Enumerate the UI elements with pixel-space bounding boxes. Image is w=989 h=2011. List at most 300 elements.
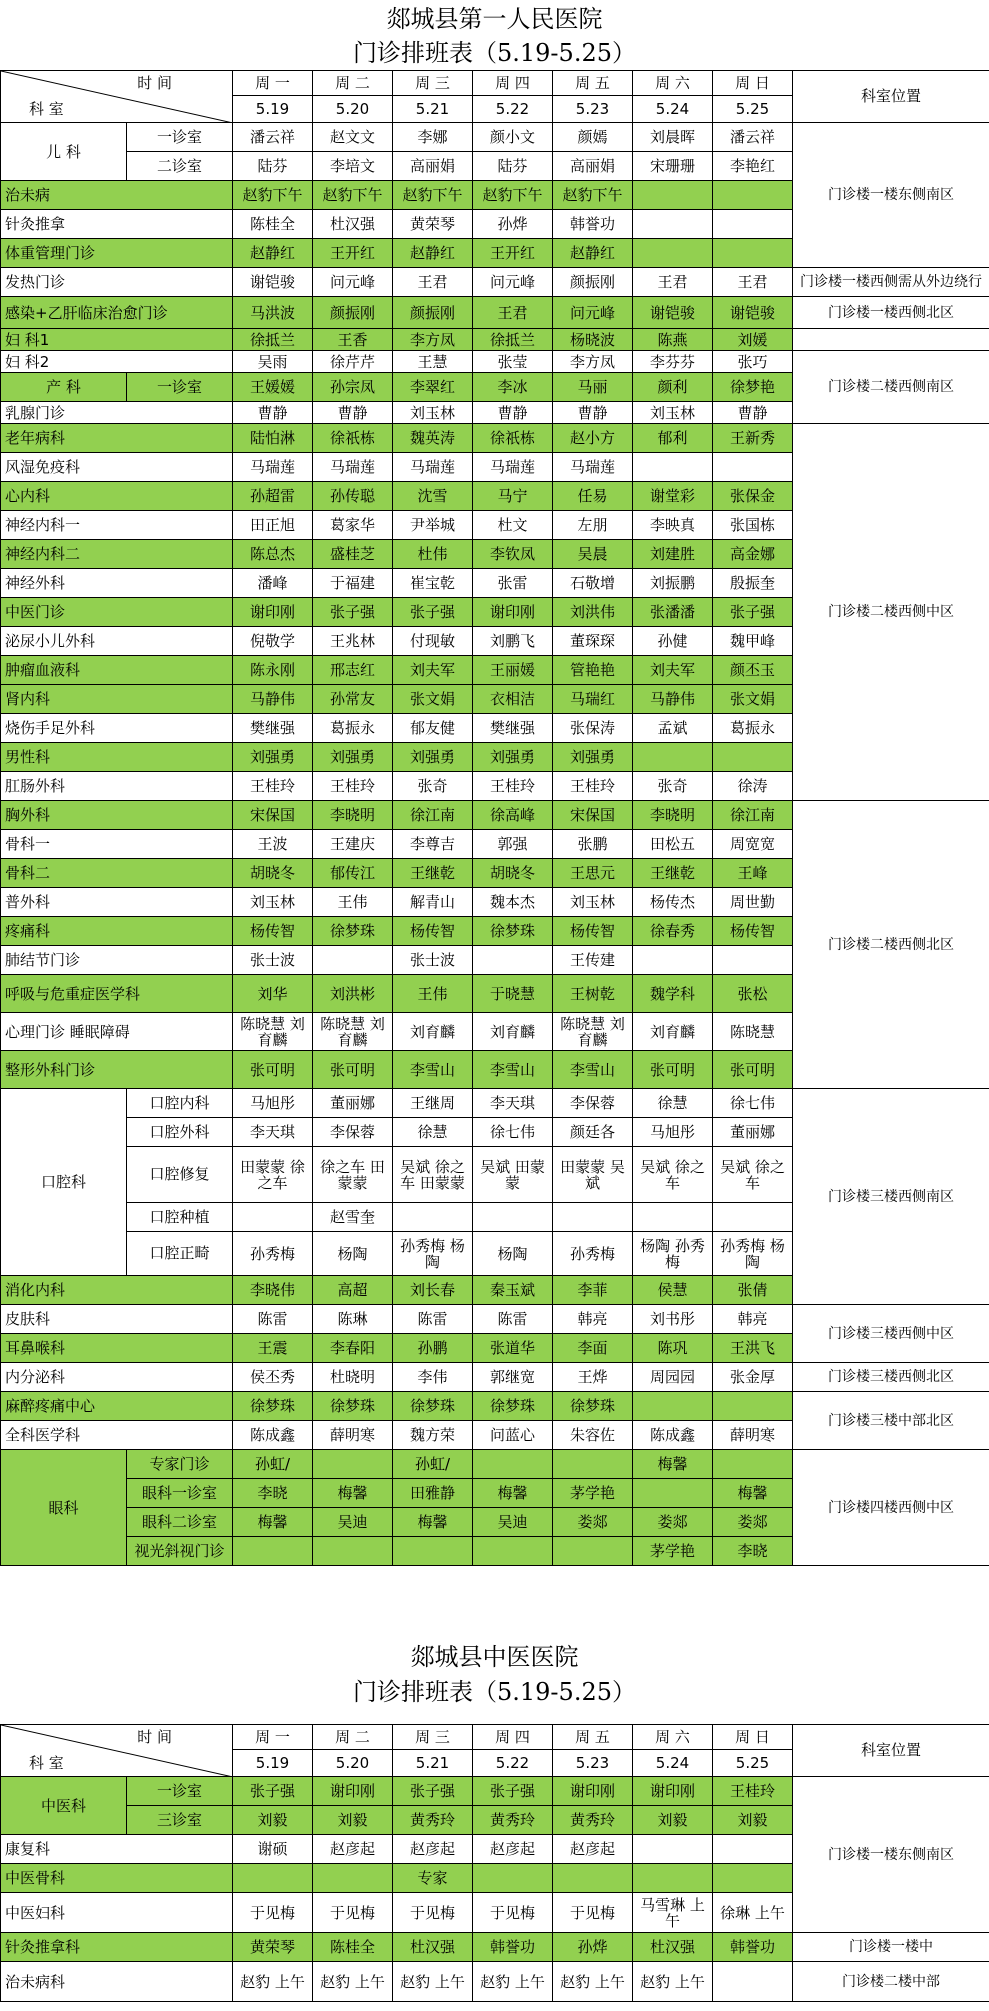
location-cell: 门诊楼三楼西侧北区 [793, 1363, 989, 1392]
doctor-cell: 董琛琛 [553, 627, 633, 656]
department-name: 针灸推拿 [1, 210, 233, 239]
doctor-cell: 高丽娟 [393, 152, 473, 181]
doctor-cell: 马宁 [473, 482, 553, 511]
department-name: 产 科 [1, 373, 127, 402]
location-cell: 门诊楼二楼西侧中区 [793, 424, 989, 801]
doctor-cell: 赵文文 [313, 123, 393, 152]
doctor-cell: 孙烨 [473, 210, 553, 239]
doctor-cell: 张潘潘 [633, 598, 713, 627]
doctor-cell [713, 239, 793, 268]
doctor-cell: 王丽媛 [473, 656, 553, 685]
doctor-cell: 刘玉林 [233, 888, 313, 917]
corner-time-label: 时 间 [137, 74, 172, 92]
doctor-cell: 谢印刚 [233, 598, 313, 627]
doctor-cell: 王新秀 [713, 424, 793, 453]
clinic-room: 三诊室 [127, 1806, 233, 1835]
doctor-cell: 李雪山 [473, 1051, 553, 1089]
doctor-cell [393, 1203, 473, 1232]
date-header: 5.21 [393, 1750, 473, 1777]
doctor-cell: 于见梅 [233, 1893, 313, 1933]
doctor-cell: 吴斌 田蒙蒙 [473, 1147, 553, 1203]
schedule-row [1, 424, 989, 453]
doctor-cell: 杨陶 孙秀梅 [633, 1232, 713, 1276]
doctor-cell: 马雪琳 上午 [633, 1893, 713, 1933]
doctor-cell: 孙虹/ [393, 1450, 473, 1479]
doctor-cell: 胡晓冬 [473, 859, 553, 888]
doctor-cell: 薛明寒 [713, 1421, 793, 1450]
doctor-cell: 石敬增 [553, 569, 633, 598]
doctor-cell: 孙健 [633, 627, 713, 656]
doctor-cell [473, 1864, 553, 1893]
department-name: 呼吸与危重症医学科 [1, 975, 233, 1013]
doctor-cell: 李翠红 [393, 373, 473, 402]
location-cell: 门诊楼二楼西侧南区 [793, 351, 989, 424]
doctor-cell: 王思元 [553, 859, 633, 888]
doctor-cell: 赵豹 上午 [313, 1962, 393, 2002]
doctor-cell: 李晓明 [633, 801, 713, 830]
header-days-row [1, 1725, 989, 1750]
location-cell [793, 329, 989, 351]
doctor-cell [633, 181, 713, 210]
doctor-cell: 陆芬 [473, 152, 553, 181]
clinic-room: 口腔修复 [127, 1147, 233, 1203]
doctor-cell: 娄郯 [553, 1508, 633, 1537]
clinic-room: 口腔正畸 [127, 1232, 233, 1276]
day-header: 周 二 [313, 1725, 393, 1750]
doctor-cell: 马瑞莲 [393, 453, 473, 482]
corner-dept-label: 科 室 [29, 100, 64, 118]
department-name: 普外科 [1, 888, 233, 917]
doctor-cell: 徐江南 [713, 801, 793, 830]
doctor-cell: 衣相洁 [473, 685, 553, 714]
doctor-cell: 郁利 [633, 424, 713, 453]
doctor-cell: 李冰 [473, 373, 553, 402]
day-header: 周 五 [553, 71, 633, 96]
doctor-cell: 娄郯 [713, 1508, 793, 1537]
doctor-cell: 崔宝乾 [393, 569, 473, 598]
department-name: 内分泌科 [1, 1363, 233, 1392]
doctor-cell: 张子强 [233, 1777, 313, 1806]
date-header: 5.22 [473, 96, 553, 123]
doctor-cell: 薛明寒 [313, 1421, 393, 1450]
doctor-cell: 刘玉林 [393, 402, 473, 424]
doctor-cell: 杜汉强 [313, 210, 393, 239]
doctor-cell: 谢铠骏 [233, 268, 313, 297]
location-cell: 门诊楼一楼西侧北区 [793, 297, 989, 329]
department-name: 胸外科 [1, 801, 233, 830]
doctor-cell: 马瑞莲 [473, 453, 553, 482]
doctor-cell: 谢硕 [233, 1835, 313, 1864]
doctor-cell: 潘云祥 [713, 123, 793, 152]
doctor-cell [713, 1835, 793, 1864]
doctor-cell: 陈桂全 [233, 210, 313, 239]
doctor-cell: 葛家华 [313, 511, 393, 540]
hospital1-title: 郯城县第一人民医院 [386, 5, 603, 33]
doctor-cell: 张子强 [313, 598, 393, 627]
department-name: 男性科 [1, 743, 233, 772]
department-name: 中医妇科 [1, 1893, 233, 1933]
department-name: 肾内科 [1, 685, 233, 714]
doctor-cell: 赵豹下午 [233, 181, 313, 210]
doctor-cell: 于晓慧 [473, 975, 553, 1013]
location-header: 科室位置 [793, 1725, 989, 1777]
doctor-cell: 刘毅 [633, 1806, 713, 1835]
doctor-cell: 马丽 [553, 373, 633, 402]
day-header: 周 六 [633, 1725, 713, 1750]
doctor-cell [633, 1479, 713, 1508]
doctor-cell: 赵豹 上午 [553, 1962, 633, 2002]
doctor-cell: 徐祇栋 [473, 424, 553, 453]
doctor-cell: 孙秀梅 [553, 1232, 633, 1276]
department-name: 妇 科2 [1, 351, 233, 373]
doctor-cell: 郁传江 [313, 859, 393, 888]
department-name: 风湿免疫科 [1, 453, 233, 482]
doctor-cell: 张文娟 [713, 685, 793, 714]
hospital2-schedule-table [0, 1724, 989, 2002]
department-name: 肿瘤血液科 [1, 656, 233, 685]
doctor-cell: 徐梦珠 [233, 1392, 313, 1421]
doctor-cell: 李晓 [233, 1479, 313, 1508]
department-name: 消化内科 [1, 1276, 233, 1305]
doctor-cell: 李晓伟 [233, 1276, 313, 1305]
doctor-cell: 刘玉林 [633, 402, 713, 424]
schedule-row [1, 1777, 989, 1806]
doctor-cell: 马静伟 [633, 685, 713, 714]
doctor-cell: 李面 [553, 1334, 633, 1363]
clinic-room: 眼科二诊室 [127, 1508, 233, 1537]
doctor-cell: 赵豹 上午 [393, 1962, 473, 2002]
doctor-cell: 吴迪 [313, 1508, 393, 1537]
doctor-cell: 李菲 [553, 1276, 633, 1305]
doctor-cell: 刘毅 [233, 1806, 313, 1835]
doctor-cell: 沈雪 [393, 482, 473, 511]
location-cell: 门诊楼三楼中部北区 [793, 1392, 989, 1450]
doctor-cell: 韩誉功 [713, 1933, 793, 1962]
doctor-cell: 张子强 [713, 598, 793, 627]
schedule-row [1, 123, 989, 152]
date-header: 5.21 [393, 96, 473, 123]
schedule-row [1, 1089, 989, 1118]
doctor-cell: 赵豹下午 [553, 181, 633, 210]
doctor-cell: 刘毅 [313, 1806, 393, 1835]
location-cell: 门诊楼一楼中 [793, 1933, 989, 1962]
doctor-cell: 徐江南 [393, 801, 473, 830]
doctor-cell: 张国栋 [713, 511, 793, 540]
date-header: 5.25 [713, 1750, 793, 1777]
doctor-cell [633, 1864, 713, 1893]
doctor-cell: 王伟 [393, 975, 473, 1013]
doctor-cell: 梅馨 [633, 1450, 713, 1479]
department-name: 肛肠外科 [1, 772, 233, 801]
doctor-cell: 田蒙蒙 徐之车 [233, 1147, 313, 1203]
doctor-cell: 高超 [313, 1276, 393, 1305]
doctor-cell: 杨传智 [393, 917, 473, 946]
date-header: 5.23 [553, 96, 633, 123]
corner-cell [1, 71, 233, 123]
doctor-cell: 解青山 [393, 888, 473, 917]
clinic-room: 一诊室 [127, 123, 233, 152]
date-header: 5.23 [553, 1750, 633, 1777]
doctor-cell: 王桂玲 [313, 772, 393, 801]
schedule-row [1, 268, 989, 297]
department-name: 口腔科 [1, 1089, 127, 1276]
doctor-cell: 王波 [233, 830, 313, 859]
doctor-cell: 张可明 [633, 1051, 713, 1089]
doctor-cell: 陈燕 [633, 329, 713, 351]
doctor-cell: 专家 [393, 1864, 473, 1893]
department-name: 心内科 [1, 482, 233, 511]
doctor-cell: 董丽娜 [713, 1118, 793, 1147]
doctor-cell: 李春阳 [313, 1334, 393, 1363]
doctor-cell: 黄荣琴 [393, 210, 473, 239]
doctor-cell: 张子强 [473, 1777, 553, 1806]
doctor-cell: 娄郯 [633, 1508, 713, 1537]
doctor-cell [233, 1864, 313, 1893]
doctor-cell: 孙传聪 [313, 482, 393, 511]
doctor-cell: 颜利 [633, 373, 713, 402]
doctor-cell: 梅馨 [233, 1508, 313, 1537]
doctor-cell: 王震 [233, 1334, 313, 1363]
doctor-cell: 李雪山 [393, 1051, 473, 1089]
doctor-cell: 马旭彤 [233, 1089, 313, 1118]
day-header: 周 一 [233, 1725, 313, 1750]
doctor-cell: 赵彦起 [473, 1835, 553, 1864]
doctor-cell: 徐春秀 [633, 917, 713, 946]
doctor-cell: 张倩 [713, 1276, 793, 1305]
doctor-cell: 李雪山 [553, 1051, 633, 1089]
doctor-cell: 颜振刚 [313, 297, 393, 329]
doctor-cell: 李尊吉 [393, 830, 473, 859]
doctor-cell: 李方凤 [553, 351, 633, 373]
doctor-cell: 赵豹 上午 [473, 1962, 553, 2002]
day-header: 周 二 [313, 71, 393, 96]
doctor-cell: 倪敬学 [233, 627, 313, 656]
doctor-cell: 王继乾 [633, 859, 713, 888]
doctor-cell [633, 946, 713, 975]
doctor-cell [473, 946, 553, 975]
doctor-cell: 赵豹 上午 [233, 1962, 313, 2002]
clinic-room: 一诊室 [127, 1777, 233, 1806]
doctor-cell: 陈永刚 [233, 656, 313, 685]
doctor-cell [313, 946, 393, 975]
doctor-cell: 李晓 [713, 1537, 793, 1566]
doctor-cell: 张士波 [233, 946, 313, 975]
doctor-cell: 马静伟 [233, 685, 313, 714]
doctor-cell: 赵静红 [393, 239, 473, 268]
doctor-cell [713, 1962, 793, 2002]
department-name: 骨科一 [1, 830, 233, 859]
doctor-cell [553, 1864, 633, 1893]
schedule-row [1, 351, 989, 373]
doctor-cell: 刘洪彬 [313, 975, 393, 1013]
doctor-cell [473, 1537, 553, 1566]
doctor-cell: 问蓝心 [473, 1421, 553, 1450]
clinic-room: 专家门诊 [127, 1450, 233, 1479]
department-name: 体重管理门诊 [1, 239, 233, 268]
doctor-cell: 吴斌 徐之车 [713, 1147, 793, 1203]
doctor-cell: 梅馨 [473, 1479, 553, 1508]
schedule-row [1, 1933, 989, 1962]
department-name: 耳鼻喉科 [1, 1334, 233, 1363]
date-header: 5.19 [233, 1750, 313, 1777]
doctor-cell: 李艳红 [713, 152, 793, 181]
doctor-cell: 刘玉林 [553, 888, 633, 917]
doctor-cell: 孙常友 [313, 685, 393, 714]
department-name: 麻醉疼痛中心 [1, 1392, 233, 1421]
doctor-cell: 管艳艳 [553, 656, 633, 685]
corner-cell [1, 1725, 233, 1777]
department-name: 眼科 [1, 1450, 127, 1566]
doctor-cell: 李映真 [633, 511, 713, 540]
location-cell: 门诊楼二楼中部 [793, 1962, 989, 2002]
doctor-cell: 李天琪 [473, 1089, 553, 1118]
doctor-cell: 王洪飞 [713, 1334, 793, 1363]
doctor-cell: 张雷 [473, 569, 553, 598]
doctor-cell: 孙鹏 [393, 1334, 473, 1363]
doctor-cell [553, 1450, 633, 1479]
doctor-cell: 李钦凤 [473, 540, 553, 569]
location-cell: 门诊楼一楼东侧南区 [793, 1777, 989, 1933]
location-cell: 门诊楼三楼西侧南区 [793, 1089, 989, 1305]
doctor-cell: 王开红 [313, 239, 393, 268]
department-name: 整形外科门诊 [1, 1051, 233, 1089]
doctor-cell: 朱容佐 [553, 1421, 633, 1450]
doctor-cell: 王树乾 [553, 975, 633, 1013]
day-header: 周 三 [393, 71, 473, 96]
clinic-room: 一诊室 [127, 373, 233, 402]
schedule-row [1, 1450, 989, 1479]
doctor-cell: 于见梅 [313, 1893, 393, 1933]
doctor-cell: 孙虹/ [233, 1450, 313, 1479]
doctor-cell [713, 1203, 793, 1232]
doctor-cell: 赵静红 [233, 239, 313, 268]
doctor-cell: 魏英涛 [393, 424, 473, 453]
doctor-cell: 徐抵兰 [473, 329, 553, 351]
schedule-row [1, 1305, 989, 1334]
doctor-cell: 尹举城 [393, 511, 473, 540]
doctor-cell: 刘强勇 [393, 743, 473, 772]
hospital1-schedule-table [0, 70, 989, 1566]
doctor-cell [713, 1450, 793, 1479]
doctor-cell: 葛振永 [713, 714, 793, 743]
doctor-cell: 张松 [713, 975, 793, 1013]
doctor-cell: 梅馨 [713, 1479, 793, 1508]
department-name: 皮肤科 [1, 1305, 233, 1334]
doctor-cell: 刘育麟 [393, 1013, 473, 1051]
doctor-cell: 张可明 [233, 1051, 313, 1089]
doctor-cell: 杨传杰 [633, 888, 713, 917]
doctor-cell: 张可明 [713, 1051, 793, 1089]
department-name: 乳腺门诊 [1, 402, 233, 424]
doctor-cell: 韩誉功 [553, 210, 633, 239]
doctor-cell: 孙秀梅 杨陶 [393, 1232, 473, 1276]
doctor-cell: 韩亮 [553, 1305, 633, 1334]
doctor-cell: 左朋 [553, 511, 633, 540]
doctor-cell [633, 210, 713, 239]
doctor-cell: 刘建胜 [633, 540, 713, 569]
schedule-row [1, 1962, 989, 2002]
doctor-cell: 邢志红 [313, 656, 393, 685]
date-header: 5.22 [473, 1750, 553, 1777]
date-header: 5.25 [713, 96, 793, 123]
doctor-cell: 梅馨 [393, 1508, 473, 1537]
doctor-cell: 陈晓慧 刘育麟 [313, 1013, 393, 1051]
doctor-cell: 田正旭 [233, 511, 313, 540]
doctor-cell: 张道华 [473, 1334, 553, 1363]
doctor-cell: 颜小文 [473, 123, 553, 152]
doctor-cell: 徐祇栋 [313, 424, 393, 453]
doctor-cell: 颜廷各 [553, 1118, 633, 1147]
doctor-cell: 杨陶 [473, 1232, 553, 1276]
schedule-row [1, 329, 989, 351]
doctor-cell: 王媛媛 [233, 373, 313, 402]
doctor-cell: 赵彦起 [393, 1835, 473, 1864]
day-header: 周 五 [553, 1725, 633, 1750]
department-name: 康复科 [1, 1835, 233, 1864]
department-name: 疼痛科 [1, 917, 233, 946]
doctor-cell: 郭继宽 [473, 1363, 553, 1392]
doctor-cell: 于福建 [313, 569, 393, 598]
doctor-cell: 徐抵兰 [233, 329, 313, 351]
doctor-cell: 王继周 [393, 1089, 473, 1118]
doctor-cell [313, 1537, 393, 1566]
doctor-cell: 徐芹芹 [313, 351, 393, 373]
doctor-cell: 张奇 [633, 772, 713, 801]
doctor-cell: 徐梦珠 [313, 917, 393, 946]
doctor-cell: 陈雷 [473, 1305, 553, 1334]
doctor-cell: 李晓明 [313, 801, 393, 830]
doctor-cell [633, 1392, 713, 1421]
doctor-cell: 李娜 [393, 123, 473, 152]
schedule-row [1, 1392, 989, 1421]
doctor-cell: 陈晓慧 [713, 1013, 793, 1051]
doctor-cell: 宋保国 [233, 801, 313, 830]
doctor-cell: 孙宗凤 [313, 373, 393, 402]
doctor-cell: 李天琪 [233, 1118, 313, 1147]
doctor-cell: 李伟 [393, 1363, 473, 1392]
doctor-cell [713, 453, 793, 482]
doctor-cell: 王君 [633, 268, 713, 297]
doctor-cell [313, 1450, 393, 1479]
doctor-cell: 魏学科 [633, 975, 713, 1013]
doctor-cell: 樊继强 [473, 714, 553, 743]
doctor-cell: 王桂玲 [553, 772, 633, 801]
doctor-cell: 徐梦艳 [713, 373, 793, 402]
day-header: 周 四 [473, 1725, 553, 1750]
department-name: 针灸推拿科 [1, 1933, 233, 1962]
doctor-cell: 王兆林 [313, 627, 393, 656]
doctor-cell: 李保蓉 [313, 1118, 393, 1147]
department-name: 骨科二 [1, 859, 233, 888]
doctor-cell: 梅馨 [313, 1479, 393, 1508]
doctor-cell: 陈总杰 [233, 540, 313, 569]
doctor-cell: 刘长春 [393, 1276, 473, 1305]
doctor-cell: 陈巩 [633, 1334, 713, 1363]
clinic-room: 口腔种植 [127, 1203, 233, 1232]
doctor-cell: 吴斌 徐之车 [633, 1147, 713, 1203]
hospital1-subtitle: 门诊排班表（5.19-5.25） [353, 39, 636, 67]
clinic-room: 口腔内科 [127, 1089, 233, 1118]
location-cell: 门诊楼三楼西侧中区 [793, 1305, 989, 1363]
doctor-cell: 杜晓明 [313, 1363, 393, 1392]
doctor-cell: 颜振刚 [393, 297, 473, 329]
doctor-cell: 杜文 [473, 511, 553, 540]
doctor-cell: 茅学艳 [633, 1537, 713, 1566]
doctor-cell: 樊继强 [233, 714, 313, 743]
doctor-cell: 杨传智 [713, 917, 793, 946]
doctor-cell: 李保蓉 [553, 1089, 633, 1118]
doctor-cell: 徐七伟 [473, 1118, 553, 1147]
